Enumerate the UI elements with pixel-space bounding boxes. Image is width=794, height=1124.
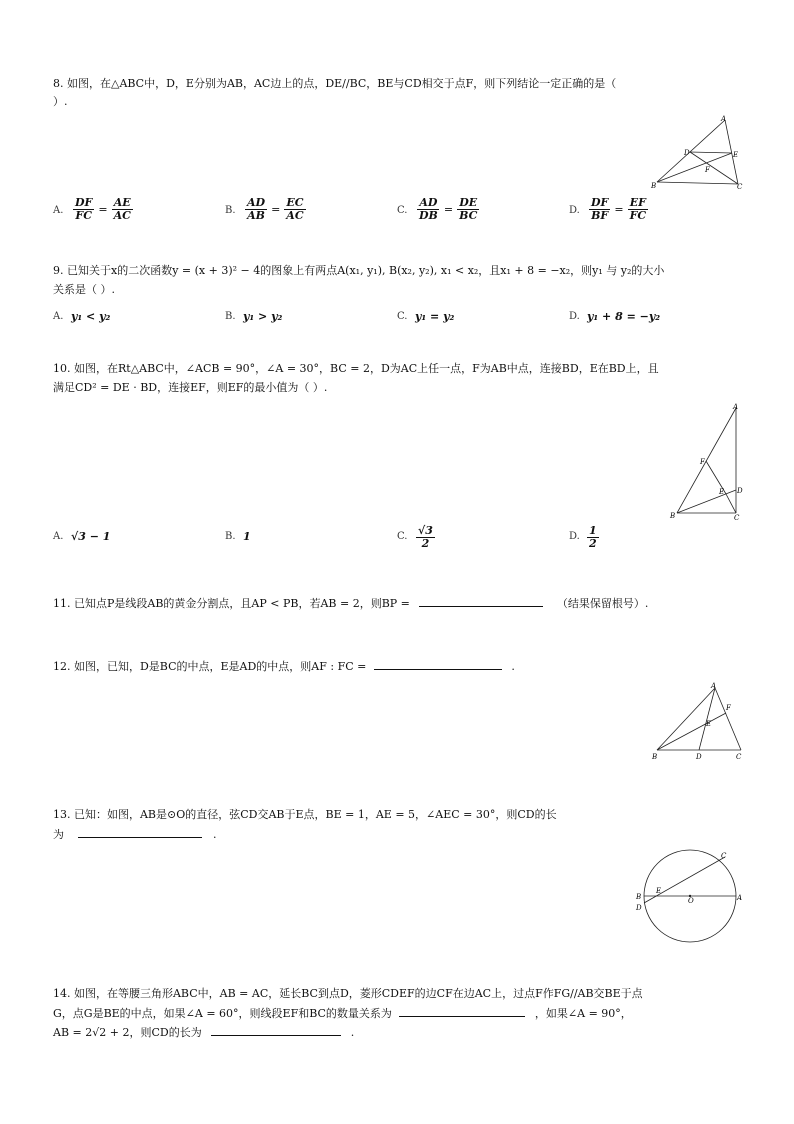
q10-text-line2: 满足CD² = DE · BD，连接EF，则EF的最小值为（ ）. (53, 381, 328, 394)
q8-text-line1: 8. 如图，在△ABC中，D，E分别为AB，AC边上的点，DE//BC，BE与CD相交于点F，则下列结论一定正确的是（ (53, 77, 617, 90)
q10-option-c-den: 2 (421, 537, 430, 550)
q13-label-o: O (688, 897, 694, 905)
q10-seg-bd (677, 490, 736, 513)
q10-option-c[interactable] (416, 525, 435, 550)
q14-answer-blank-1[interactable] (399, 1006, 525, 1017)
q10-label-c: C (734, 514, 740, 522)
q10-text-line1: 10. 如图，在Rt△ABC中，∠ACB = 90°，∠A = 30°，BC = 2，D为AC上任一点，F为AB中点，连接BD，E在BD上，且 (53, 362, 659, 375)
q10-option-d[interactable] (587, 525, 599, 550)
q10-seg-ab (677, 408, 736, 513)
q12-label-d: D (696, 753, 702, 761)
q12-seg-ad (699, 688, 715, 750)
q8-option-d-equals: = (614, 203, 624, 216)
q8-option-b[interactable] (245, 197, 306, 222)
q14-text-line2-pre: G，点G是BE的中点，如果∠A = 60°，则线段EF和BC的数量关系为 (53, 1007, 392, 1020)
q8-seg-bc (657, 182, 738, 184)
q10-option-d-letter[interactable]: D. (569, 531, 580, 542)
q14-answer-blank-2[interactable] (211, 1025, 341, 1036)
q8-option-b-den1: AB (247, 209, 265, 222)
q9-option-a[interactable]: y₁ < y₂ (71, 310, 111, 323)
q8-label-a: A (721, 115, 727, 123)
q12-seg-bf (657, 713, 726, 750)
q10-label-e: E (719, 488, 725, 496)
q8-label-e: E (733, 151, 739, 159)
q13-answer-blank[interactable] (78, 827, 202, 838)
q10-option-d-den: 2 (589, 537, 597, 550)
q10-option-a[interactable]: √3 − 1 (71, 530, 111, 543)
q8-option-b-num1: AD (247, 196, 266, 209)
q12-text-post: . (511, 660, 515, 673)
q10-option-d-num: 1 (589, 524, 597, 537)
q11-text-pre: 11. 已知点P是线段AB的黄金分割点，且AP < PB，若AB = 2，则BP = (53, 597, 410, 610)
q10-option-a-letter[interactable]: A. (53, 531, 64, 542)
q8-option-b-num2: EC (286, 196, 304, 209)
q9-option-a-letter[interactable]: A. (53, 311, 64, 322)
q14-text-line3-pre: AB = 2√2 + 2，则CD的长为 (53, 1026, 202, 1039)
q13-text-line2 (53, 827, 217, 842)
q8-option-d-num2: EF (629, 196, 646, 209)
q10-seg-ec (726, 494, 736, 513)
q12-label-a: A (711, 682, 717, 690)
q10-option-c-letter[interactable]: C. (397, 531, 408, 542)
q13-label-b: B (636, 893, 642, 901)
q8-option-c-letter[interactable]: C. (397, 205, 408, 216)
q12-seg-ac (715, 688, 741, 750)
q8-option-b-den2: AC (286, 209, 304, 222)
q13-label-a: A (737, 894, 743, 902)
q8-label-b: B (651, 182, 657, 190)
q12-label-b: B (652, 753, 658, 761)
q9-text-line1: 9. 已知关于x的二次函数y = (x + 3)² − 4的图象上有两点A(x₁, y₁), B(x₂, y₂), x₁ < x₂，且x₁ + 8 = −x₂，则y₁ 与 y₂的大小 (53, 264, 665, 277)
q12-text-pre: 12. 如图，已知，D是BC的中点，E是AD的中点，则AF : FC = (53, 660, 367, 673)
q8-option-b-letter[interactable]: B. (225, 205, 236, 216)
q12-label-f: F (726, 704, 731, 712)
q12-label-c: C (736, 753, 742, 761)
q12-label-e: E (706, 720, 712, 728)
q12-answer-blank[interactable] (374, 659, 502, 670)
q9-option-d-letter[interactable]: D. (569, 311, 580, 322)
q8-option-d-letter[interactable]: D. (569, 205, 580, 216)
q9-option-c-letter[interactable]: C. (397, 311, 408, 322)
q10-label-a: A (733, 403, 739, 411)
q8-option-a-equals: = (98, 203, 108, 216)
q13-label-c: C (721, 852, 727, 860)
q10-option-b[interactable]: 1 (243, 530, 251, 543)
q8-option-a-num1: DF (75, 196, 93, 209)
q8-option-c-equals: = (443, 203, 454, 216)
q11-answer-blank[interactable] (419, 596, 543, 607)
q12-seg-ab (657, 688, 715, 750)
q13-label-e: E (656, 887, 662, 895)
q9-option-b[interactable]: y₁ > y₂ (243, 310, 283, 323)
q14-text-line2-post: ，如果∠A = 90°， (534, 1007, 632, 1020)
q9-option-d[interactable]: y₁ + 8 = −y₂ (587, 310, 661, 323)
q14-text-line2 (53, 1006, 632, 1021)
q9-option-c[interactable]: y₁ = y₂ (415, 310, 455, 323)
q13-label-d: D (636, 904, 642, 912)
q9-option-b-letter[interactable]: B. (225, 311, 236, 322)
q10-label-d: D (737, 487, 743, 495)
q8-option-c-den2: BC (459, 209, 478, 222)
q8-seg-de (690, 152, 732, 153)
q8-seg-ab (657, 120, 725, 182)
q10-option-b-letter[interactable]: B. (225, 531, 236, 542)
q8-figure (648, 112, 758, 192)
q8-label-d: D (684, 149, 690, 157)
q8-seg-cd (690, 152, 738, 184)
q8-option-d[interactable] (589, 197, 648, 222)
q8-option-a-den2: AC (113, 209, 131, 222)
q12-figure (645, 678, 755, 764)
q10-figure (666, 400, 746, 524)
q8-label-f: F (705, 166, 710, 174)
q8-option-c-den1: DB (419, 209, 438, 222)
q8-option-c-num2: DE (459, 196, 478, 209)
q8-option-c[interactable] (417, 197, 479, 222)
q8-text-line2: ）. (53, 95, 68, 108)
q13-text-post: . (213, 828, 217, 841)
q8-option-d-den1: BF (591, 209, 609, 222)
q8-label-c: C (737, 183, 743, 191)
q8-option-a-den1: FC (75, 209, 92, 222)
q8-option-b-equals: = (271, 203, 281, 216)
q12-text (53, 659, 515, 674)
q10-label-b: B (670, 512, 676, 520)
q8-option-a[interactable] (73, 197, 133, 222)
q13-figure (630, 844, 750, 948)
q8-option-c-num1: AD (419, 196, 438, 209)
q8-option-d-den2: FC (629, 209, 647, 222)
q8-option-d-num1: DF (591, 196, 609, 209)
q10-label-f: F (700, 458, 705, 466)
q14-text-line1: 14. 如图，在等腰三角形ABC中，AB = AC，延长BC到点D，菱形CDEF的边CF在边AC上，过点F作FG//AB交BE于点 (53, 987, 643, 1000)
q14-text-line3 (53, 1025, 354, 1040)
q11-text (53, 596, 648, 611)
q13-text-pre: 为 (53, 828, 64, 841)
q11-text-post: （结果保留根号）. (556, 597, 649, 610)
q9-text-line2: 关系是（ ）. (53, 283, 115, 296)
q10-option-c-num: √3 (418, 524, 433, 537)
q8-option-a-num2: AE (113, 196, 131, 209)
q14-text-line3-post: . (350, 1026, 355, 1039)
q8-seg-be (657, 153, 732, 182)
q13-text-line1: 13. 已知：如图，AB是⊙O的直径，弦CD交AB于E点，BE = 1，AE = 5，∠AEC = 30°，则CD的长 (53, 808, 557, 821)
q8-option-a-letter[interactable]: A. (53, 205, 64, 216)
